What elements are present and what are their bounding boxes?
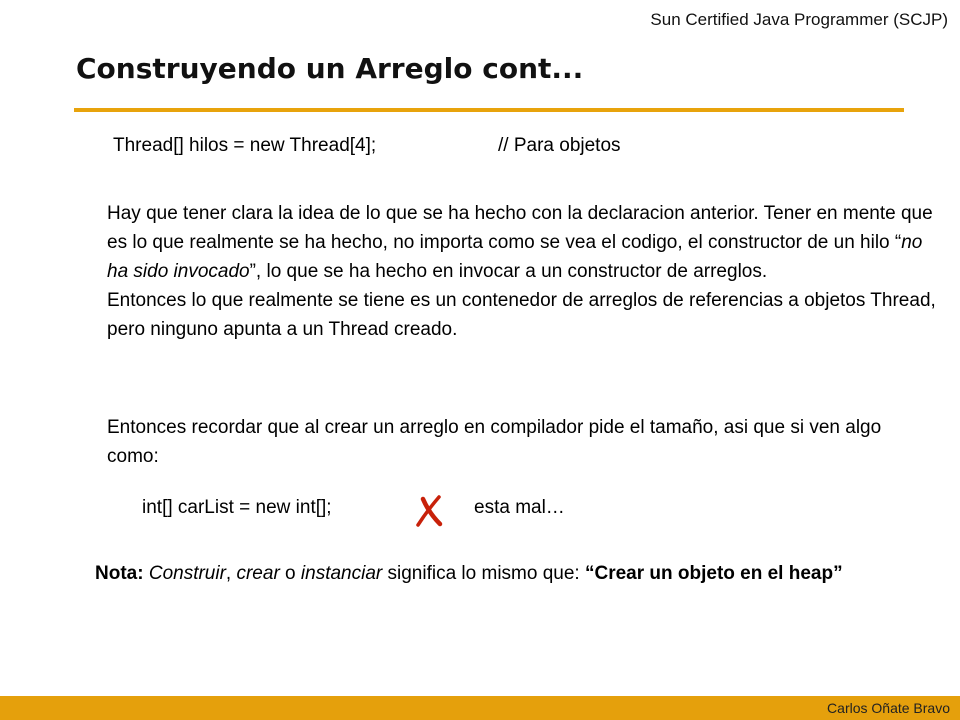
note-term-construir: Construir bbox=[148, 563, 226, 584]
course-header: Sun Certified Java Programmer (SCJP) bbox=[650, 10, 948, 29]
note-term-instanciar: instanciar bbox=[300, 563, 383, 584]
explanation-paragraph bbox=[107, 199, 937, 344]
note-term-crear: crear bbox=[236, 563, 280, 584]
explanation-text-b: ”, lo que se ha hecho en invocar a un constructor de arreglos. bbox=[249, 261, 768, 282]
note-text: significa lo mismo que: bbox=[382, 563, 585, 584]
footer-bar bbox=[0, 696, 960, 720]
explanation-text-c: Entonces lo que realmente se tiene es un contenedor de arreglos de referencias a objetos Thread, pero ninguno apunta a un Thread creado. bbox=[107, 290, 936, 340]
title-underline bbox=[74, 108, 904, 112]
error-verdict: esta mal… bbox=[474, 497, 565, 518]
slide-title: Construyendo un Arreglo cont... bbox=[76, 52, 584, 85]
explanation-text-a: Hay que tener clara la idea de lo que se ha hecho con la declaracion anterior. Tener en mente que es lo que realmente se ha hecho, no importa como se vea el codigo, el constructor de un hilo “ bbox=[107, 203, 933, 253]
note-separator: o bbox=[279, 563, 301, 584]
note-separator: , bbox=[225, 563, 237, 584]
code-comment: // Para objetos bbox=[498, 135, 621, 156]
note-label: Nota: bbox=[95, 563, 144, 584]
note-quote: “Crear un objeto en el heap” bbox=[584, 563, 843, 584]
reminder-paragraph: Entonces recordar que al crear un arreglo en compilador pide el tamaño, asi que si ven algo como: bbox=[107, 417, 882, 467]
code-example-int-array: int[] carList = new int[]; bbox=[142, 497, 332, 518]
code-example-thread-array: Thread[] hilos = new Thread[4]; bbox=[113, 135, 377, 156]
explanation-emphasis: no ha sido invocado bbox=[107, 232, 923, 282]
footer-author: Carlos Oñate Bravo bbox=[827, 700, 950, 716]
cross-icon bbox=[414, 494, 446, 528]
note-paragraph bbox=[95, 559, 855, 588]
